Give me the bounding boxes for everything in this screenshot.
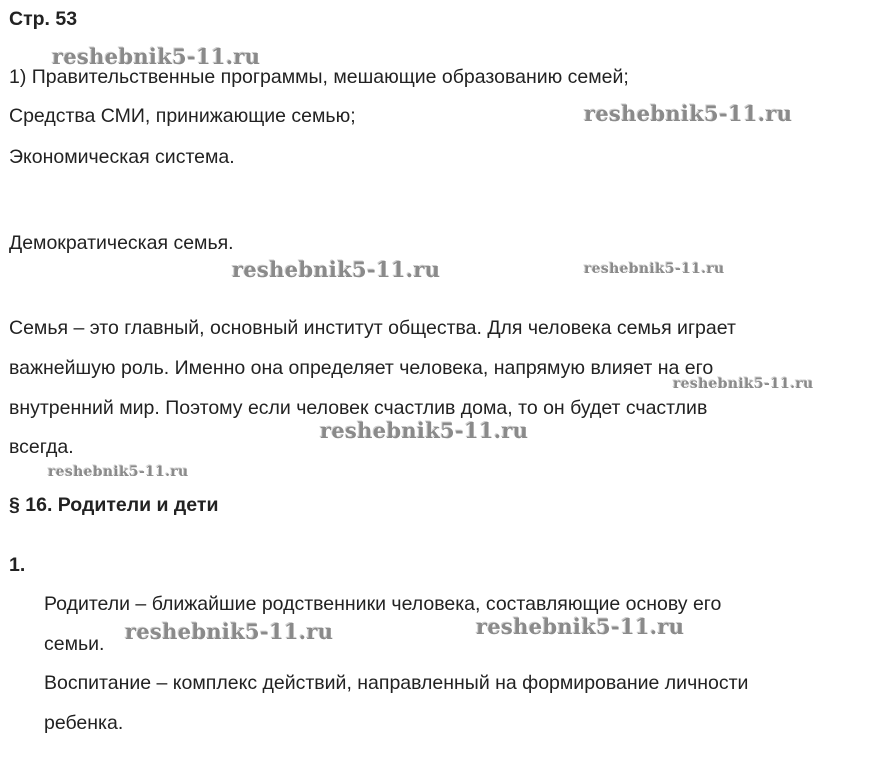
watermark-1: reshebnik5-11.ru [52,44,261,69]
paragraph-line-4: всегда. [9,436,74,458]
item-number: 1. [9,554,26,576]
watermark-3: reshebnik5-11.ru [232,257,441,282]
paragraph-line-3: внутренний мир. Поэтому если человек счастлив дома, то он будет счастлив [9,397,708,419]
watermark-5: reshebnik5-11.ru [673,376,814,392]
answer-line-4: Демократическая семья. [9,232,234,254]
definition-line-1: Родители – ближайшие родственники человека, составляющие основу его [44,593,722,615]
watermark-4: reshebnik5-11.ru [584,261,725,277]
definition-line-4: ребенка. [44,712,124,734]
definition-line-2: семьи. [44,633,105,655]
answer-line-3: Экономическая система. [9,146,235,168]
answer-line-1: 1) Правительственные программы, мешающие образованию семей; [9,66,629,88]
page-number: Стр. 53 [9,8,78,30]
paragraph-line-2: важнейшую роль. Именно она определяет человека, напрямую влияет на его [9,357,714,379]
watermark-2: reshebnik5-11.ru [584,101,793,126]
paragraph-line-1: Семья – это главный, основный институт общества. Для человека семья играет [9,317,736,339]
watermark-8: reshebnik5-11.ru [125,619,334,644]
section-title: § 16. Родители и дети [9,494,219,516]
watermark-9: reshebnik5-11.ru [476,614,685,639]
answer-line-2: Средства СМИ, принижающие семью; [9,105,356,127]
watermark-7: reshebnik5-11.ru [48,464,189,480]
definition-line-3: Воспитание – комплекс действий, направленный на формирование личности [44,672,749,694]
watermark-6: reshebnik5-11.ru [320,418,529,443]
